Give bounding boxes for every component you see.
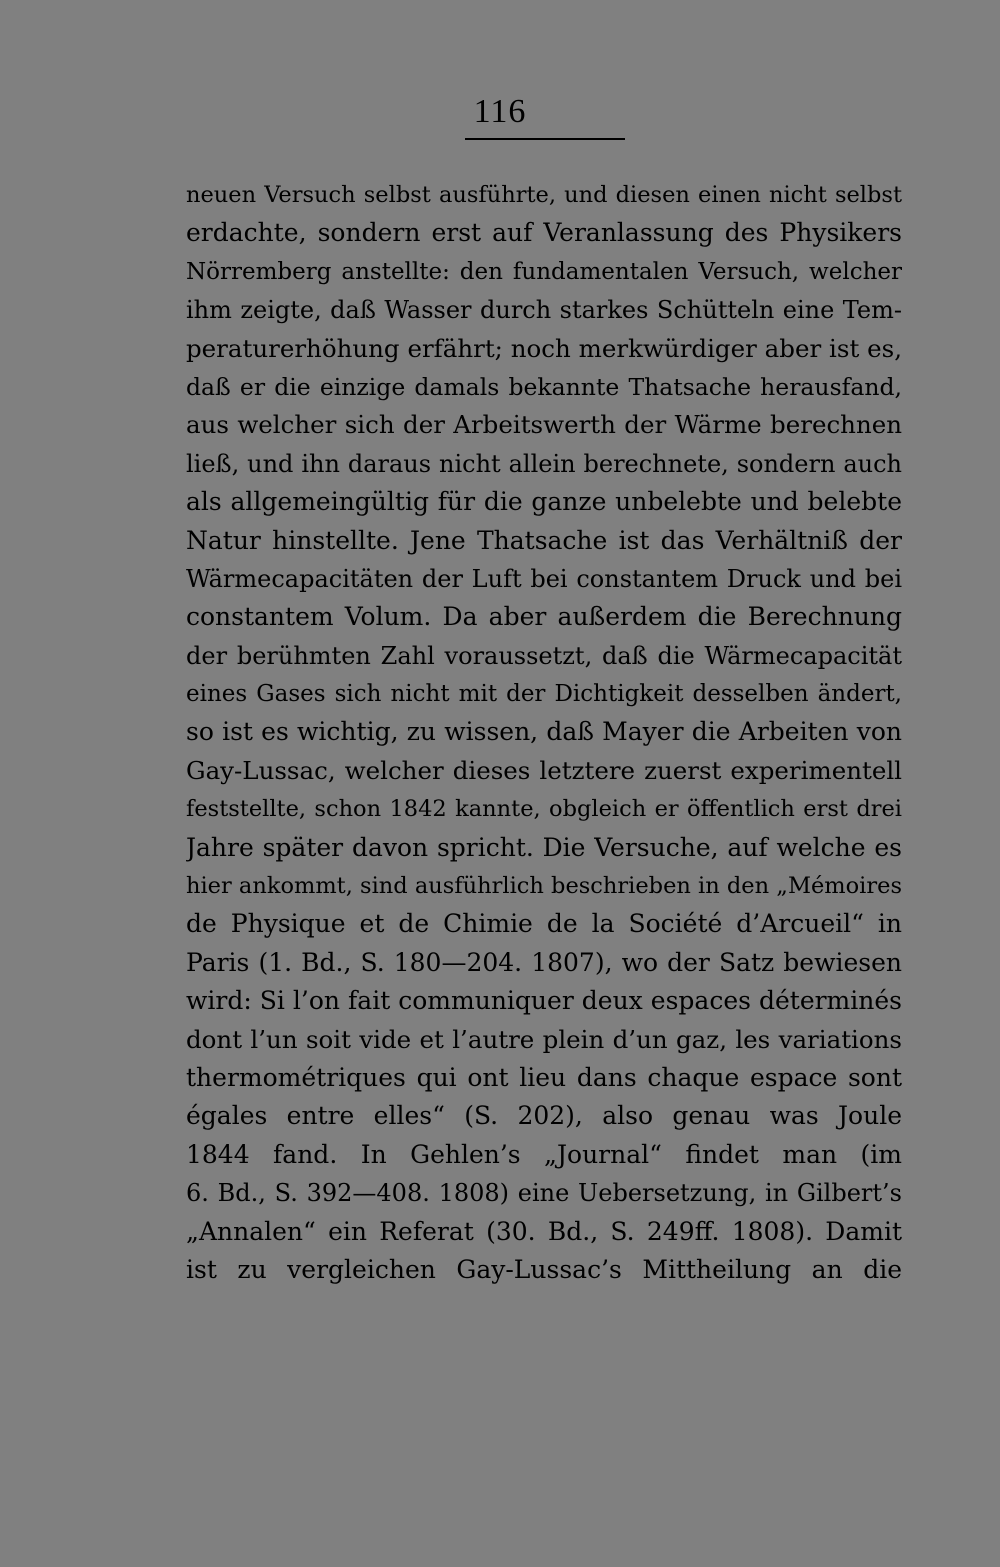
text-line: thermométriques qui ont lieu dans chaque espace sont [186,1062,902,1092]
text-line: neuen Versuch selbst ausführte, und diesen einen nicht selbst [186,182,902,208]
body-text [186,176,902,1289]
text-line: égales entre elles“ (S. 202), also genau was Joule [186,1101,902,1131]
header-rule [465,138,625,140]
text-line: so ist es wichtig, zu wissen, daß Mayer die Arbeiten von [186,717,902,747]
text-line: ihm zeigte, daß Wasser durch starkes Schütteln eine Tem- [186,296,902,325]
text-line: feststellte, schon 1842 kannte, obgleich er öffentlich erst drei [186,796,902,823]
text-line: „Annalen“ ein Referat (30. Bd., S. 249ff. 1808). Damit [186,1216,902,1246]
text-line: Nörremberg anstellte: den fundamentalen Versuch, welcher [186,258,902,285]
text-line: de Physique et de Chimie de la Société d’Arcueil“ in [186,909,902,939]
text-line: eines Gases sich nicht mit der Dichtigkeit desselben ändert, [186,681,902,708]
text-line: daß er die einzige damals bekannte Thatsache herausfand, [186,372,902,401]
text-line: erdachte, sondern erst auf Veranlassung des Physikers [186,218,902,248]
text-line: Wärmecapacitäten der Luft bei constantem Druck und bei [186,564,902,593]
text-line: 6. Bd., S. 392—408. 1808) eine Uebersetzung, in Gilbert’s [186,1179,902,1208]
text-line: aus welcher sich der Arbeitswerth der Wärme berechnen [186,410,902,440]
text-line: constantem Volum. Da aber außerdem die Berechnung [186,602,902,632]
text-line: ist zu vergleichen Gay-Lussac’s Mittheilung an die [186,1254,902,1284]
text-line: peraturerhöhung erfährt; noch merkwürdiger aber ist es, [186,333,902,363]
text-line: Natur hinstellte. Jene Thatsache ist das Verhältniß der [186,525,902,555]
text-line: ließ, und ihn daraus nicht allein berechnete, sondern auch [186,449,902,478]
text-line: hier ankommt, sind ausführlich beschrieben in den „Mémoires [186,873,902,900]
text-line: 1844 fand. In Gehlen’s „Journal“ findet man (im [186,1139,902,1169]
text-line: Paris (1. Bd., S. 180—204. 1807), wo der Satz bewiesen [186,947,902,977]
text-line: Jahre später davon spricht. Die Versuche, auf welche es [186,832,902,862]
page-number: 116 [473,93,527,130]
text-line: wird: Si l’on fait communiquer deux espaces déterminés [186,986,902,1016]
text-line: der berühmten Zahl voraussetzt, daß die Wärmecapacität [186,641,902,670]
text-line: dont l’un soit vide et l’autre plein d’un gaz, les variations [186,1024,902,1054]
text-line: Gay-Lussac, welcher dieses letztere zuerst experimentell [186,755,902,785]
text-line: als allgemeingültig für die ganze unbelebte und belebte [186,487,902,517]
